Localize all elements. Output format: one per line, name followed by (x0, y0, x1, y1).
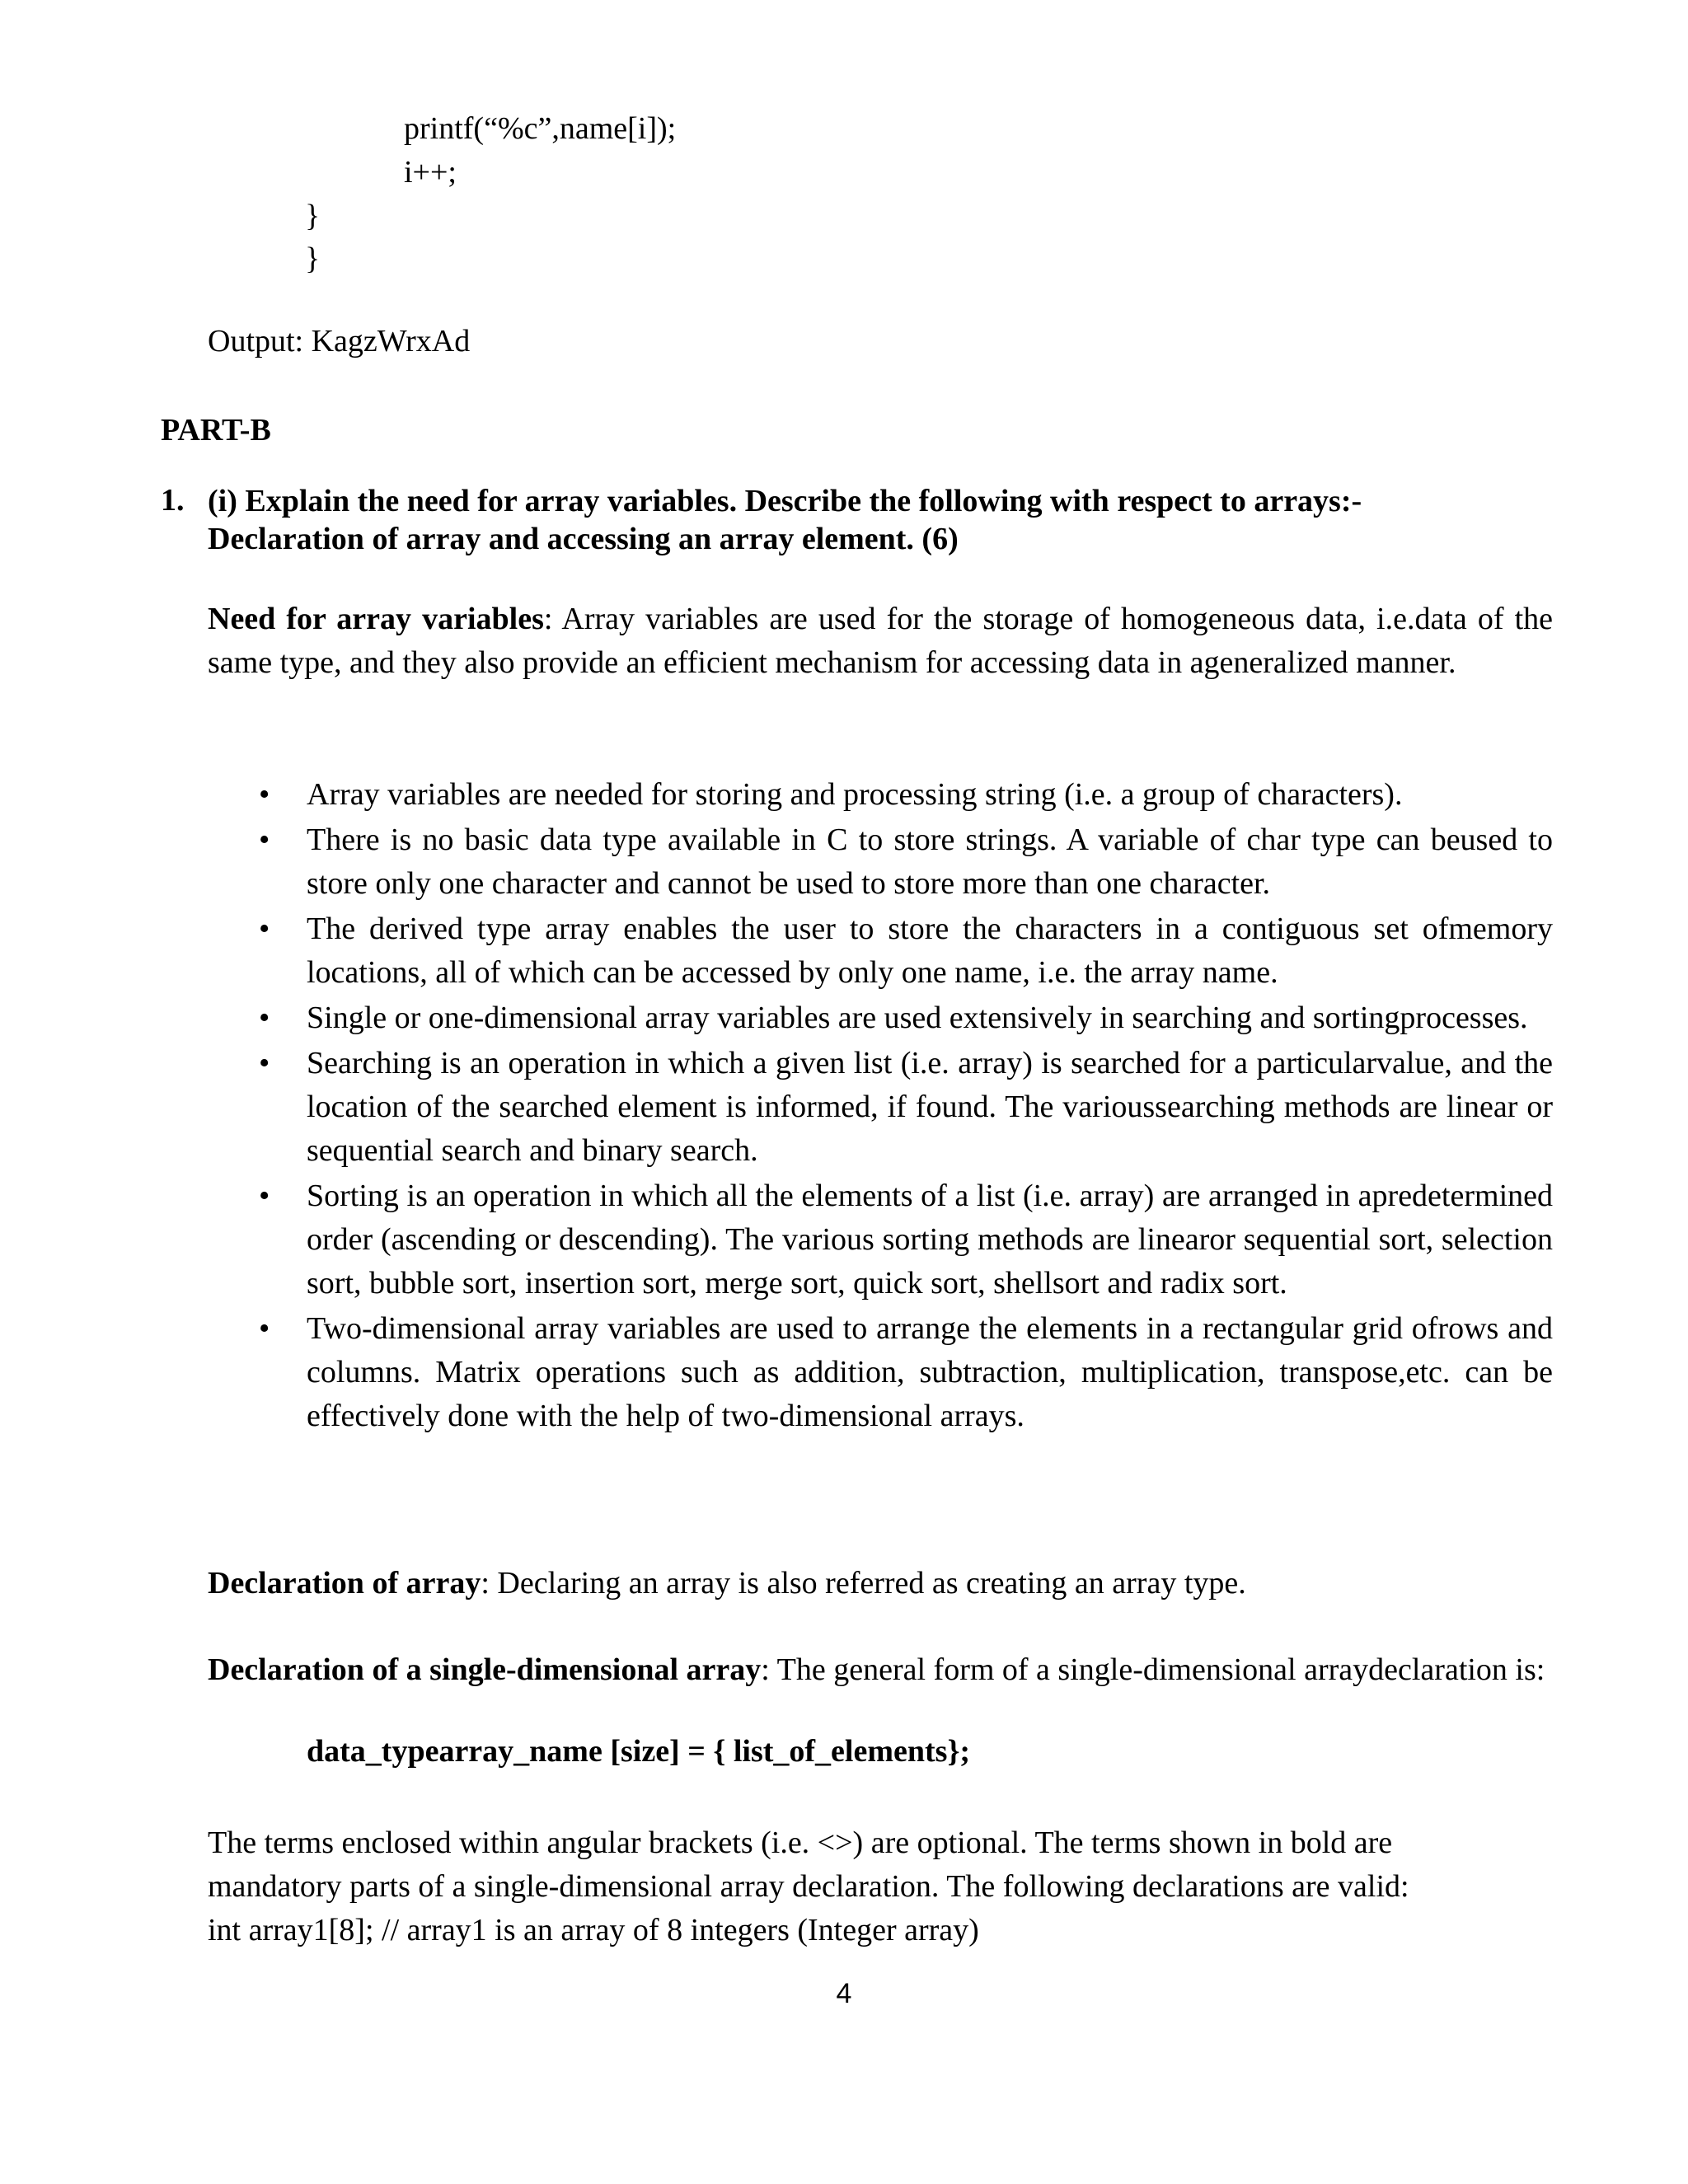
declaration-text: : Declaring an array is also referred as creating an array type. (481, 1566, 1246, 1601)
list-item-text: Two-dimensional array variables are used to arrange the elements in a rectangular grid ofrows and columns. Matrix operations such as addition, subtraction, multiplication, transpose,etc. can be effectively done with the help of two-dimensional arrays. (307, 1311, 1553, 1433)
single-dim-text: : The general form of a single-dimensional arraydeclaration is: (761, 1652, 1545, 1687)
list-item (208, 907, 1553, 995)
declaration-paragraph (208, 1562, 1553, 1605)
question-number: 1. (161, 483, 185, 518)
bullet-icon: • (259, 777, 270, 812)
bullet-icon: • (259, 912, 270, 946)
text-line: mandatory parts of a single-dimensional array declaration. The following declarations are valid: (208, 1869, 1409, 1904)
list-item-text: The derived type array enables the user to store the characters in a contiguous set ofmemory locations, all of which can be accessed by only one name, i.e. the array name. (307, 912, 1553, 990)
bullet-list (208, 773, 1553, 1440)
single-dim-term: Declaration of a single-dimensional array (208, 1652, 762, 1687)
need-text: : Array variables are used for the storage of homogeneous data, i.e.data of the same type, and they also provide an efficient mechanism for accessing data in ageneralized manner. (208, 602, 1553, 680)
question-line: (i) Explain the need for array variables. Describe the following with respect to arrays:- (208, 484, 1362, 518)
code-printf-line: printf(“%c”,name[i]); (404, 111, 677, 146)
code-increment-line: i++; (404, 155, 457, 190)
text-line: The terms enclosed within angular brackets (i.e. <>) are optional. The terms shown in bold are (208, 1825, 1393, 1860)
question-text (208, 482, 1559, 558)
code-closing-brace: } (305, 199, 321, 233)
need-term: Need for array variables (208, 602, 544, 636)
page-number: 4 (836, 1978, 852, 2009)
text-line: int array1[8]; // array1 is an array of 8 integers (Integer array) (208, 1913, 979, 1947)
question-line: Declaration of array and accessing an array element. (6) (208, 522, 959, 556)
declaration-term: Declaration of array (208, 1566, 481, 1601)
list-item-text: Sorting is an operation in which all the elements of a list (i.e. array) are arranged in apredetermined order (ascending or descending). The various sorting methods are linearor sequential sort, selection sort, bubble sort, insertion sort, merge sort, quick sort, shellsort and radix sort. (307, 1179, 1553, 1301)
declaration-syntax: data_typearray_name [size] = { list_of_elements}; (307, 1734, 971, 1769)
bullet-icon: • (259, 1001, 270, 1035)
bullet-icon: • (259, 1046, 270, 1080)
list-item (208, 1042, 1553, 1173)
terms-paragraph (208, 1821, 1609, 1952)
bullet-icon: • (259, 1179, 270, 1213)
single-dim-paragraph (208, 1648, 1553, 1692)
part-heading: PART-B (161, 413, 271, 448)
list-item-text: There is no basic data type available in C to store strings. A variable of char type can beused to store only one character and cannot be used to store more than one character. (307, 823, 1553, 901)
list-item (208, 1307, 1553, 1438)
code-closing-brace: } (305, 241, 321, 276)
list-item (208, 1174, 1553, 1305)
list-item (208, 818, 1553, 906)
list-item-text: Array variables are needed for storing and processing string (i.e. a group of characters). (307, 777, 1403, 812)
program-output: Output: KagzWrxAd (208, 324, 471, 359)
bullet-icon: • (259, 1311, 270, 1346)
list-item-text: Single or one-dimensional array variables are used extensively in searching and sortingprocesses. (307, 1001, 1528, 1035)
need-paragraph (208, 598, 1553, 685)
list-item (208, 996, 1553, 1040)
list-item (208, 773, 1553, 817)
bullet-icon: • (259, 823, 270, 857)
list-item-text: Searching is an operation in which a given list (i.e. array) is searched for a particularvalue, and the location of the searched element is informed, if found. The varioussearching methods are linear or sequential search and binary search. (307, 1046, 1553, 1168)
